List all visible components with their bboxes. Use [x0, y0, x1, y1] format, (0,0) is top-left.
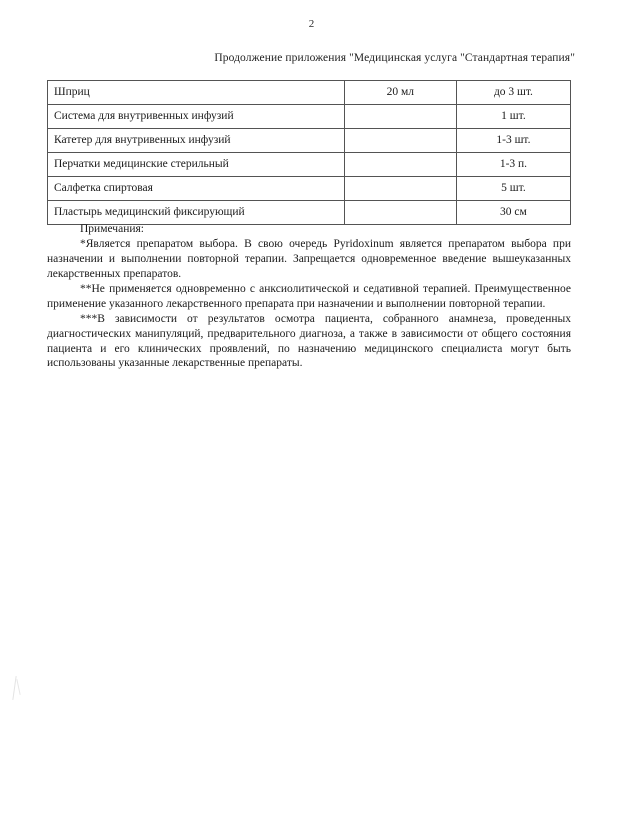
table-row	[48, 177, 571, 201]
table-row	[48, 105, 571, 129]
cell-name: Система для внутривенных инфузий	[48, 105, 345, 129]
cell-name: Салфетка спиртовая	[48, 177, 345, 201]
cell-dose	[344, 129, 456, 153]
cell-qty: 5 шт.	[456, 177, 570, 201]
table-row	[48, 201, 571, 225]
note-asterisk-three: ***В зависимости от результатов осмотра пациента, собранного анамнеза, проведенных диагностических манипуляций, предварительного диагноза, а также в зависимости от общего состояния пациента и его клинических проявлений, по назначению медицинского специалиста могут быть использованы указанные лекарственные препараты.	[47, 312, 571, 370]
cell-name: Пластырь медицинский фиксирующий	[48, 201, 345, 225]
cell-name: Перчатки медицинские стерильный	[48, 153, 345, 177]
cell-qty: 1 шт.	[456, 105, 570, 129]
table-row	[48, 81, 571, 105]
cell-dose	[344, 105, 456, 129]
table-row	[48, 129, 571, 153]
note-asterisk-two: **Не применяется одновременно с анксиолитической и седативной терапией. Преимущественное применение указанного лекарственного препарата при назначении и выполнении повторной терапии.	[47, 282, 571, 310]
cell-name: Катетер для внутривенных инфузий	[48, 129, 345, 153]
page-scan-artifact	[10, 676, 24, 702]
table-row	[48, 153, 571, 177]
page-number: 2	[308, 18, 315, 30]
cell-qty: 1-3 шт.	[456, 129, 570, 153]
note-asterisk-one: *Является препаратом выбора. В свою очередь Pyridoxinum является препаратом выбора при назначении и выполнении повторной терапии. Запрещается одновременное введение вышеуказанных лекарственных препаратов.	[47, 237, 571, 280]
cell-qty: 1-3 п.	[456, 153, 570, 177]
cell-qty: 30 см	[456, 201, 570, 225]
cell-name: Шприц	[48, 81, 345, 105]
cell-dose	[344, 201, 456, 225]
cell-dose: 20 мл	[344, 81, 456, 105]
materials-table	[47, 80, 571, 225]
cell-qty: до 3 шт.	[456, 81, 570, 105]
cell-dose	[344, 153, 456, 177]
cell-dose	[344, 177, 456, 201]
notes-section	[47, 222, 571, 371]
notes-heading: Примечания:	[80, 223, 144, 235]
continuation-header: Продолжение приложения "Медицинская услуга "Стандартная терапия"	[214, 52, 575, 64]
